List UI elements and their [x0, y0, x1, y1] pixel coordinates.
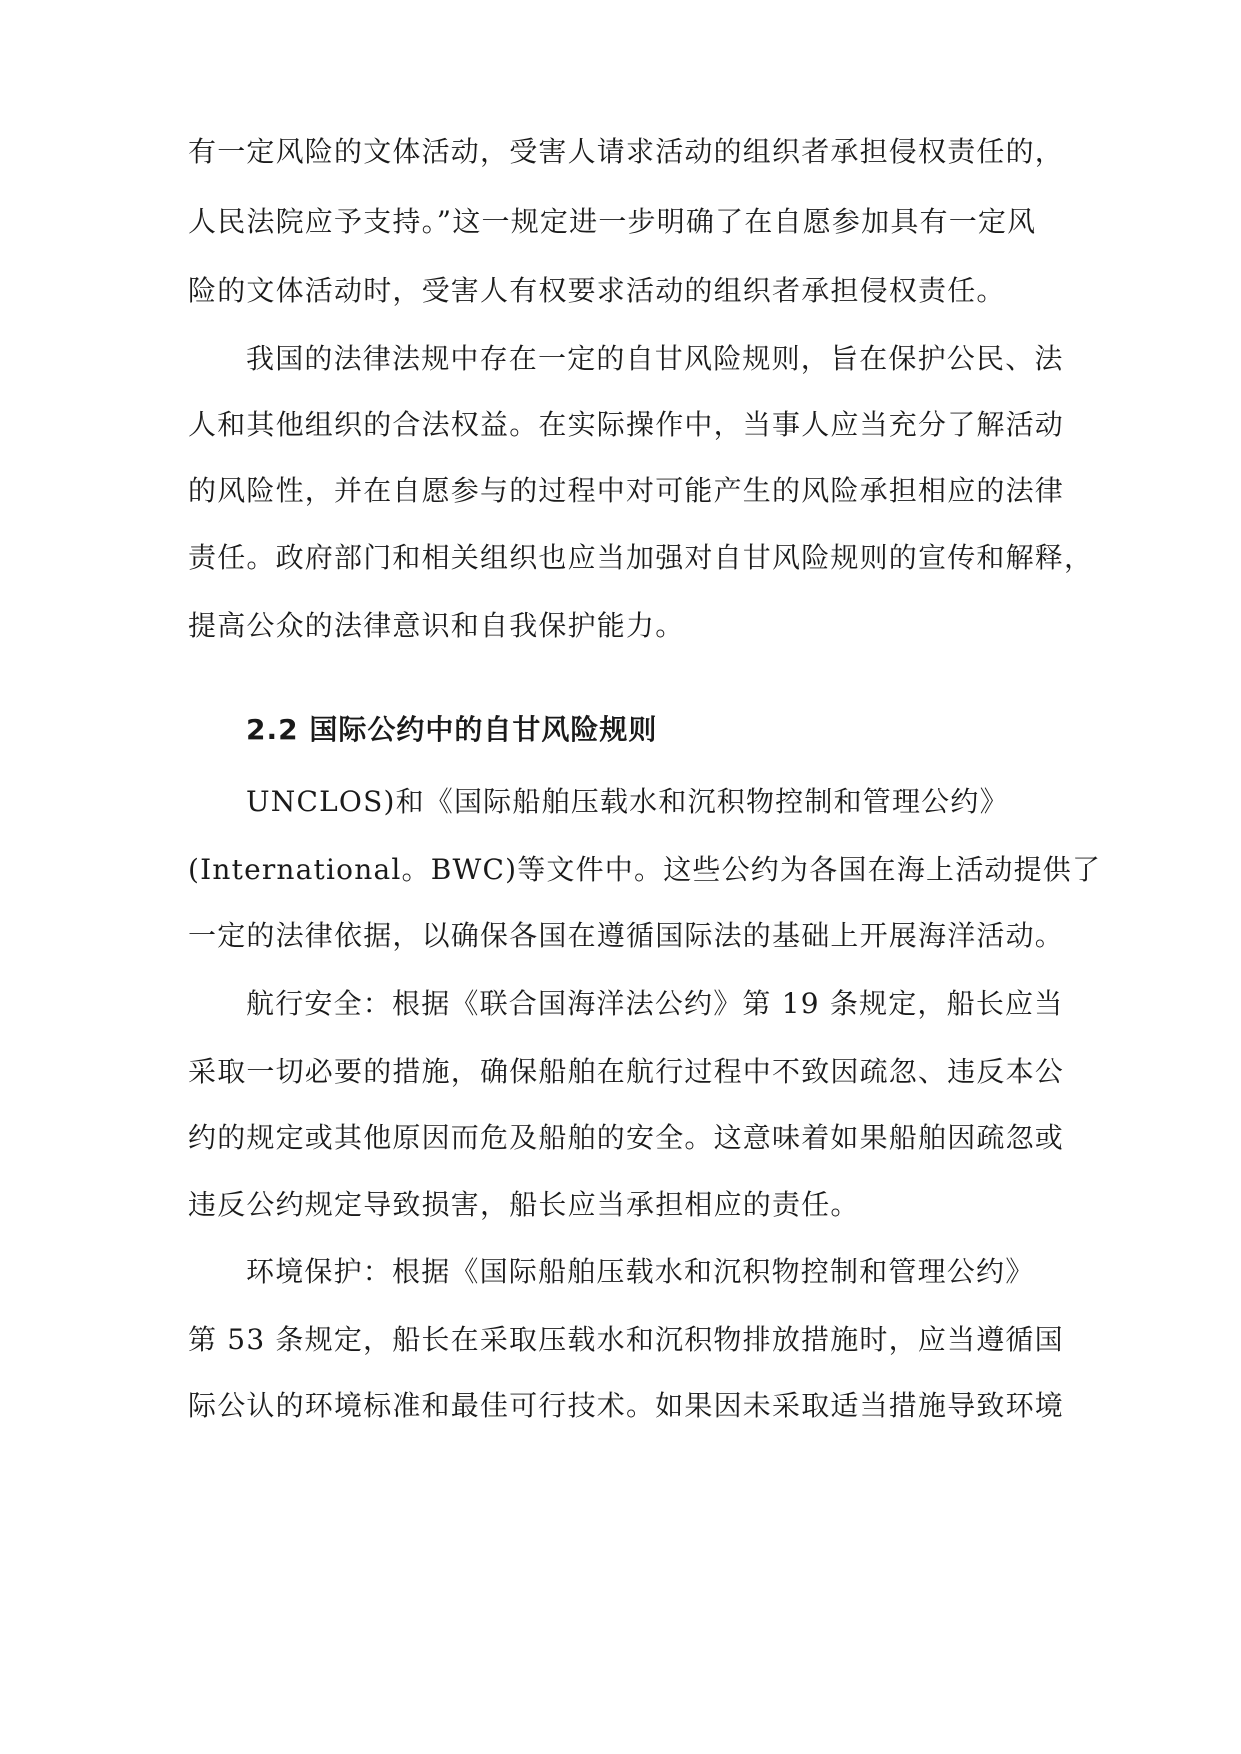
body-text-line: 人民法院应予支持。”这一规定进一步明确了在自愿参加具有一定风: [188, 205, 1037, 238]
body-text-line: 险的文体活动时，受害人有权要求活动的组织者承担侵权责任。: [188, 274, 1006, 307]
body-text-line: 环境保护：根据《国际船舶压载水和沉积物控制和管理公约》: [246, 1255, 1035, 1288]
body-text-line: (International。BWC)等文件中。这些公约为各国在海上活动提供了: [188, 853, 1102, 886]
body-text-line: 际公认的环境标准和最佳可行技术。如果因未采取适当措施导致环境: [188, 1389, 1065, 1422]
body-text-line: 第 53 条规定，船长在采取压载水和沉积物排放措施时，应当遵循国: [188, 1323, 1064, 1356]
body-text-line: 一定的法律依据，以确保各国在遵循国际法的基础上开展海洋活动。: [188, 919, 1065, 952]
body-text-line: 约的规定或其他原因而危及船舶的安全。这意味着如果船舶因疏忽或: [188, 1121, 1065, 1154]
body-text-line: 责任。政府部门和相关组织也应当加强对自甘风险规则的宣传和解释，: [188, 541, 1094, 574]
body-text-line: 我国的法律法规中存在一定的自甘风险规则，旨在保护公民、法: [246, 342, 1064, 375]
body-text-line: UNCLOS)和《国际船舶压载水和沉积物控制和管理公约》: [246, 785, 1009, 818]
body-text-line: 提高公众的法律意识和自我保护能力。: [188, 609, 685, 642]
body-text-line: 采取一切必要的措施，确保船舶在航行过程中不致因疏忽、违反本公: [188, 1055, 1065, 1088]
body-text-line: 航行安全：根据《联合国海洋法公约》第 19 条规定，船长应当: [246, 987, 1064, 1020]
body-text-line: 人和其他组织的合法权益。在实际操作中，当事人应当充分了解活动: [188, 408, 1065, 441]
body-text-line: 违反公约规定导致损害，船长应当承担相应的责任。: [188, 1188, 860, 1221]
body-text-line: 的风险性，并在自愿参与的过程中对可能产生的风险承担相应的法律: [188, 474, 1065, 507]
body-text-line: 有一定风险的文体活动，受害人请求活动的组织者承担侵权责任的，: [188, 135, 1065, 168]
section-heading: 2.2 国际公约中的自甘风险规则: [246, 713, 658, 746]
